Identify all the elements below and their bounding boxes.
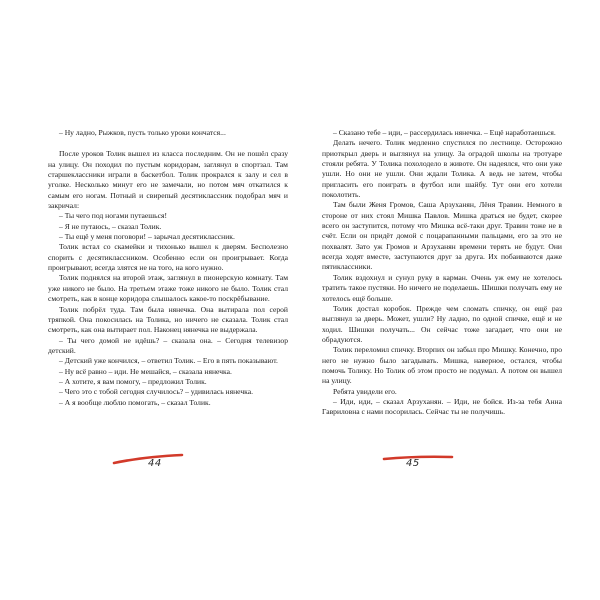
page-number: 45 bbox=[406, 458, 420, 469]
paragraph: Толик вздохнул и сунул руку в карман. Очень уж ему не хотелось тратить такое пустяки. Но ничего не поделаешь. Шишки получать ему не хотелось ещё больше. bbox=[322, 272, 562, 303]
paragraph: – Детский уже кончился, – ответил Толик. – Его в пять показывают. bbox=[59, 356, 278, 366]
paragraph: Там были Женя Громов, Саша Арзуханян, Лёня Травин. Немного в стороне от них стоял Мишка Павлов. Мишка драться не будет, скорее всего он заступится, потому что Мишка всё-таки друг. Травин тоже не в счёт. Если он придёт домой с поцарапанными пальцами, его за это не похвалят. Зато уж Громов и Арзуханян времени терять не будут. Они всегда ходят вместе, заступаются друг за друга. Их побаиваются даже пятиклассники. bbox=[322, 200, 562, 272]
paragraph: Ребята увидели его. bbox=[333, 386, 397, 396]
left-page bbox=[48, 128, 288, 408]
paragraph: – А я вообще люблю помогать, – сказал Толик. bbox=[59, 397, 211, 407]
paragraph: – А хотите, я вам помогу, – предложил Толик. bbox=[59, 376, 207, 386]
paragraph: – Ты ещё у меня поговори! – зарычал десятиклассник. bbox=[59, 232, 235, 242]
paragraph: – Чего это с тобой сегодня случилось? – удивилась нянечка. bbox=[59, 387, 254, 397]
paragraph: Толик встал со скамейки и тихонько вышел к дверям. Бесполезно спорить с десятиклассником. Особенно если он проигрывает. Когда проигрывают, всегда злятся не на того, на кого нужно. bbox=[48, 242, 288, 273]
paragraph: Толик переломил спичку. Вторпих он забыл про Мишку. Конечно, про него не нужно было загадывать. Мишка, наверное, остался, чтобы помочь Толику. Но Толик об этом просто не подумал. А потом он вышел на улицу. bbox=[322, 345, 562, 386]
paragraph: – Сказано тебе – иди, – рассердилась нянечка. – Ещё наработаешься. bbox=[333, 128, 556, 137]
paragraph: Толик побрёл туда. Там была нянечка. Она вытирала пол серой тряпкой. Она покосилась на Толика, но ничего не сказала. Толик стал смотреть, как она вытирает пол. Наконец нянечка не выдержала. bbox=[48, 304, 288, 335]
paragraph: – Ты чего домой не идёшь? – сказала она. – Сегодня телевизор детский. bbox=[48, 335, 288, 355]
paragraph: – Я не путаюсь, – сказал Толик. bbox=[59, 221, 162, 231]
paragraph: Толик достал коробок. Прежде чем сломать спичку, он ещё раз выглянул за дверь. Может, ушли? Ну ладно, по одной спичке, ещё и не ходил. Шишки получать... Он сейчас тоже загадает, что они не обрадуются. bbox=[322, 303, 562, 344]
page-number: 44 bbox=[148, 458, 162, 469]
paragraph: – Ну ладно, Рыжков, пусть только уроки кончатся... bbox=[59, 128, 226, 137]
paragraph: Толик поднялся на второй этаж, заглянул в пионерскую комнату. Там уже никого не было. На третьем этаже тоже никого не было. Толик стал смотреть, как в конце коридора слышалось какое-то поскрёбывание. bbox=[48, 273, 288, 304]
paragraph: – Иди, иди, – сказал Арзуханян. – Иди, не бойся. Из-за тебя Анна Гавриловна с нами посорилась. Сейчас ты не получишь. bbox=[322, 396, 562, 417]
paragraph: После уроков Толик вышел из класса последним. Он не пошёл сразу на улицу. Он походил по пустым коридорам, заглянул в спортзал. Там старшеклассники играли в баскетбол. Толик прокрался к залу и сел в уголке. Несколько минут его не замечали, но потом мяч откатился к самым его ногам. Потный и свирепый десятиклассник подобрал мяч и закричал: bbox=[48, 149, 288, 211]
page-number-left bbox=[112, 452, 192, 474]
paragraph: Делать нечего. Толик медленно спустился по лестнице. Осторожно приоткрыл дверь и выглянул на улицу. За оградой школы на тротуаре стояли ребята. У Толика похолодело в животе. Он надеялся, что они уже ушли. Но они не ушли. Они ждали Толика. А ведь не затем, чтобы пригласить его поиграть в футбол или шайбу. Тут они его хотели поколотить. bbox=[322, 138, 562, 200]
paragraph: – Ты чего под ногами путаешься! bbox=[59, 211, 167, 221]
page-number-right bbox=[380, 452, 460, 474]
paragraph: – Ну всё равно – иди. Не мешайся, – сказала нянечка. bbox=[59, 366, 232, 376]
right-page bbox=[322, 128, 562, 418]
brush-stroke-decoration bbox=[380, 452, 460, 474]
